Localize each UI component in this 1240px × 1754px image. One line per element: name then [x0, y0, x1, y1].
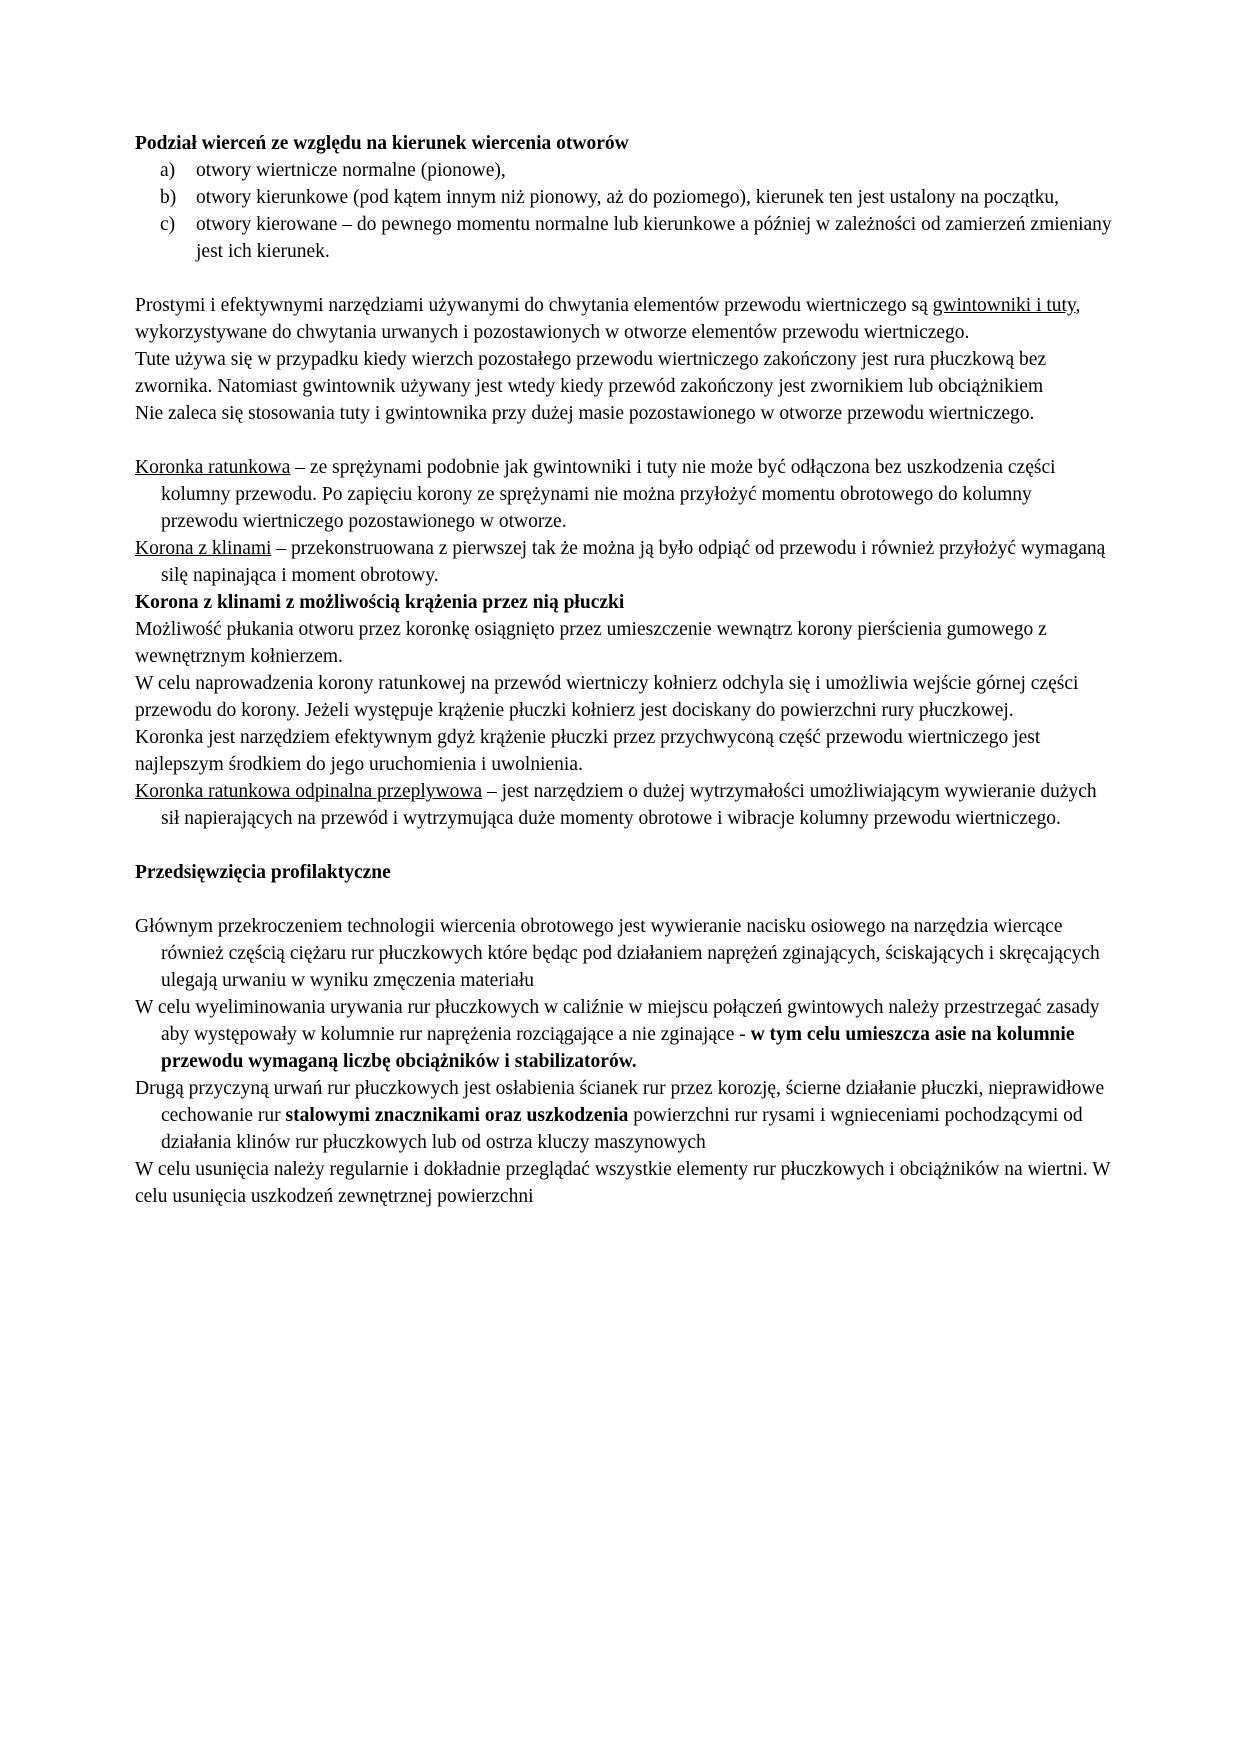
text-segment: Koronka ratunkowa	[135, 457, 291, 478]
list-item	[135, 211, 1113, 265]
text-segment: Drugą przyczyną urwań rur płuczkowych jest osłabienia ścianek rur przez korozję, ścierne działanie płuczki, nieprawidłowe cechowanie rur	[135, 1078, 1105, 1126]
text-segment: W celu usunięcia należy regularnie i dokładnie przeglądać wszystkie elementy rur płuczkowych i obciążników na wiertni. W celu usunięcia uszkodzeń zewnętrznej powierzchni	[135, 1159, 1111, 1207]
list-marker: c)	[160, 214, 176, 235]
text-segment: stalowymi znacznikami oraz uszkodzenia	[285, 1105, 629, 1126]
text-segment: Tute używa się w przypadku kiedy wierzch pozostałego przewodu wiertniczego zakończony jest rura płuczkową bez zwornika. Natomiast gwintownik używany jest wtedy kiedy przewód zakończony jest zwornikiem lub obciążnikiem	[135, 349, 1047, 397]
text-segment: Podział wierceń ze względu na kierunek wiercenia otworów	[135, 133, 629, 154]
paragraph	[135, 913, 1113, 994]
text-segment: – ze sprężynami podobnie jak gwintowniki i tuty nie może być odłączona bez uszkodzenia części kolumny przewodu. Po zapięciu korony ze sprężynami nie można przyłożyć momentu obrotowego do kolumny przewodu wiertniczego pozostawionego w otworze.	[161, 457, 1056, 532]
text-segment: Prostymi i efektywnymi narzędziami używanymi do chwytania elementów przewodu wiertniczego są	[135, 295, 933, 316]
paragraph	[135, 994, 1113, 1075]
section-heading	[135, 859, 1113, 886]
text-segment: W celu naprowadzenia korony ratunkowej na przewód wiertniczy kołnierz odchyla się i umożliwia wejście górnej części przewodu do korony. Jeżeli występuje krążenie płuczki kołnierz jest dociskany do powierzchni rury płuczkowej.	[135, 673, 1079, 721]
text-segment: , wykorzystywane do chwytania urwanych i pozostawionych w otworze elementów przewodu wiertniczego.	[135, 295, 1081, 343]
list-item-text	[196, 157, 1113, 184]
text-segment: otwory kierowane – do pewnego momentu normalne lub kierunkowe a później w zależności od zamierzeń zmieniany jest ich kierunek.	[196, 214, 1112, 262]
paragraph	[135, 292, 1113, 346]
text-segment: Korona z klinami z możliwością krążenia przez nią płuczki	[135, 592, 625, 613]
list-item-text	[196, 184, 1113, 211]
paragraph	[135, 724, 1113, 778]
paragraph	[135, 535, 1113, 589]
text-segment: Koronka jest narzędziem efektywnym gdyż krążenie płuczki przez przychwyconą część przewodu wiertniczego jest najlepszym środkiem do jego uruchomienia i uwolnienia.	[135, 727, 1041, 775]
text-segment: Korona z klinami	[135, 538, 272, 559]
list-marker: a)	[160, 160, 176, 181]
section-heading	[135, 589, 1113, 616]
paragraph	[135, 346, 1113, 400]
text-segment: otwory kierunkowe (pod kątem innym niż pionowy, aż do poziomego), kierunek ten jest ustalony na początku,	[196, 187, 1060, 208]
blank-line	[135, 265, 1113, 292]
list-marker: b)	[160, 187, 177, 208]
paragraph	[135, 1075, 1113, 1156]
section-heading	[135, 130, 1113, 157]
text-segment: gwintowniki i tuty	[932, 295, 1076, 316]
text-segment: w tym celu umieszcza asie na kolumnie przewodu wymaganą liczbę obciążników i stabilizatorów.	[161, 1024, 1075, 1072]
text-segment: Głównym przekroczeniem technologii wiercenia obrotowego jest wywieranie nacisku osiowego na narzędzia wiercące również częścią ciężaru rur płuczkowych które będąc pod działaniem naprężeń zginających, ściskających i skręcających ulegają urwaniu w wyniku zmęczenia materiału	[135, 916, 1100, 991]
document-page	[135, 130, 1113, 1210]
text-segment: – przekonstruowana z pierwszej tak że można ją było odpiąć od przewodu i również przyłożyć wymaganą silę napinająca i moment obrotowy.	[161, 538, 1106, 586]
paragraph	[135, 778, 1113, 832]
paragraph	[135, 616, 1113, 670]
text-segment: otwory wiertnicze normalne (pionowe),	[196, 160, 506, 181]
text-segment: Koronka ratunkowa odpinalna przeplywowa	[135, 781, 483, 802]
list-item-text	[196, 211, 1113, 265]
blank-line	[135, 427, 1113, 454]
text-segment: W celu wyeliminowania urywania rur płuczkowych w caliźnie w miejscu połączeń gwintowych należy przestrzegać zasady aby występowały w kolumnie rur naprężenia rozciągające a nie zginające -	[135, 997, 1100, 1045]
list-item	[135, 184, 1113, 211]
text-segment: powierzchni rur rysami i wgnieceniami pochodzącymi od działania klinów rur płuczkowych lub od ostrza kluczy maszynowych	[161, 1105, 1083, 1153]
paragraph	[135, 1156, 1113, 1210]
text-segment: Nie zaleca się stosowania tuty i gwintownika przy dużej masie pozostawionego w otworze przewodu wiertniczego.	[135, 403, 1035, 424]
text-segment: Przedsięwzięcia profilaktyczne	[135, 862, 391, 883]
list-item	[135, 157, 1113, 184]
text-segment: – jest narzędziem o dużej wytrzymałości umożliwiającym wywieranie dużych sił napierających na przewód i wytrzymująca duże momenty obrotowe i wibracje kolumny przewodu wiertniczego.	[161, 781, 1097, 829]
paragraph	[135, 454, 1113, 535]
paragraph	[135, 400, 1113, 427]
text-segment: Możliwość płukania otworu przez koronkę osiągnięto przez umieszczenie wewnątrz korony pierścienia gumowego z wewnętrznym kołnierzem.	[135, 619, 1047, 667]
blank-line	[135, 832, 1113, 859]
blank-line	[135, 886, 1113, 913]
paragraph	[135, 670, 1113, 724]
